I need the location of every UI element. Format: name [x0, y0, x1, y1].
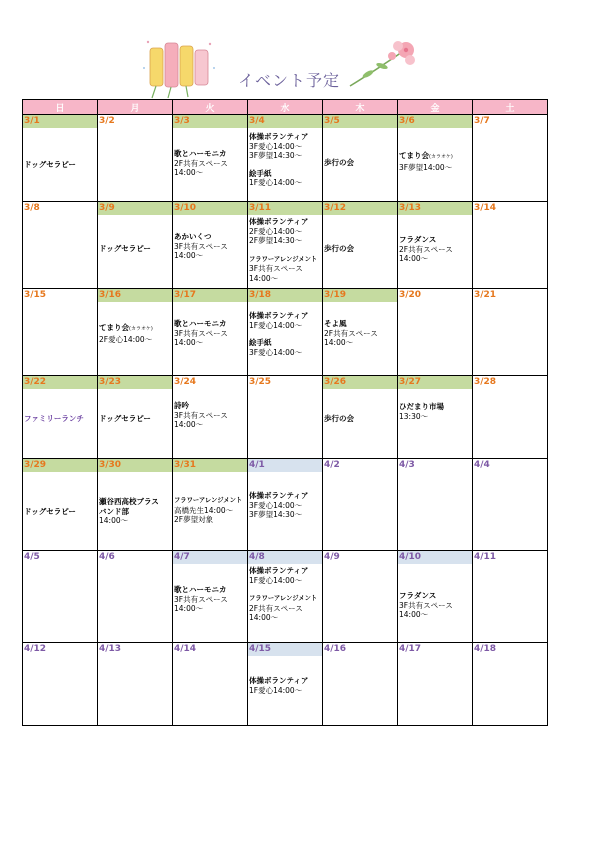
event-detail: 14:00～: [99, 516, 129, 525]
calendar-day-cell: [173, 643, 248, 726]
day-number: 4/2: [324, 460, 340, 470]
event-detail: 3F共有スペース: [174, 410, 228, 420]
day-number: 4/8: [248, 551, 322, 564]
day-number: 4/18: [474, 644, 497, 654]
calendar-day-cell: [398, 459, 473, 551]
day-number: 4/9: [324, 552, 340, 562]
event-detail: 14:00～: [174, 604, 204, 613]
event-detail: 3F共有スペース: [249, 264, 303, 273]
event-name: 歩行の会: [324, 414, 354, 423]
calendar-week-row: [23, 289, 548, 376]
event-detail: 3F愛心14:00～: [249, 141, 303, 151]
day-number: 4/13: [99, 644, 122, 654]
day-number: 4/6: [99, 552, 115, 562]
event-info: [324, 244, 396, 254]
event-detail: 2F愛心14:00～: [249, 226, 303, 236]
calendar-day-cell: [473, 115, 548, 202]
day-number: 3/22: [23, 376, 97, 389]
calendar-day-cell: [248, 459, 323, 551]
calendar-day-cell: [473, 643, 548, 726]
event-detail: 14:00～: [174, 338, 204, 347]
calendar-day-cell: [473, 289, 548, 376]
event-info: [174, 585, 246, 614]
event-info: [174, 232, 246, 261]
calendar-day-cell: [398, 115, 473, 202]
event-detail: 1F愛心14:00～: [249, 685, 303, 695]
day-number: 3/27: [398, 376, 472, 389]
calendar-day-cell: [473, 459, 548, 551]
day-number: 3/15: [24, 290, 47, 300]
calendar-day-cell: [23, 551, 98, 643]
event-name: ドッグセラピー: [24, 160, 76, 169]
event-name: ファミリーランチ: [24, 414, 84, 423]
calendar-day-cell: [248, 202, 323, 289]
day-number: 3/6: [398, 115, 472, 128]
day-number: 4/1: [248, 459, 322, 472]
day-number: 4/4: [474, 460, 490, 470]
weekday-fri: 金: [398, 100, 473, 115]
day-number: 3/4: [248, 115, 322, 128]
event-name: ひだまり市場: [399, 402, 444, 411]
event-name: 歌とハーモニカ: [174, 585, 227, 594]
event-detail: 1F愛心14:00～: [249, 178, 303, 187]
day-number: 3/12: [323, 202, 397, 215]
event-name: 絵手紙: [249, 168, 272, 178]
calendar-day-cell: [248, 643, 323, 726]
day-number: 3/14: [474, 203, 497, 213]
calendar-day-cell: [173, 459, 248, 551]
calendar-day-cell: [98, 376, 173, 459]
calendar-day-cell: [473, 202, 548, 289]
day-number: 3/10: [173, 202, 247, 215]
event-info: [249, 217, 321, 283]
calendar-day-cell: [23, 202, 98, 289]
event-name: ドッグセラピー: [99, 414, 151, 423]
event-name: 体操ボランティア: [249, 676, 309, 685]
event-detail: 14:00～: [174, 251, 204, 260]
event-detail: 3F共有スペース: [174, 328, 228, 338]
calendar-day-cell: [248, 376, 323, 459]
calendar-week-row: [23, 115, 548, 202]
calendar-day-cell: [398, 376, 473, 459]
event-detail: 14:00～: [399, 610, 429, 619]
day-number: 3/5: [323, 115, 397, 128]
day-number: 3/29: [23, 459, 97, 472]
calendar-day-cell: [23, 643, 98, 726]
event-info: [324, 414, 396, 424]
event-info: [174, 319, 246, 348]
calendar-day-cell: [323, 202, 398, 289]
event-info: [99, 244, 171, 254]
event-name: フラダンス: [399, 235, 437, 244]
weekday-wed: 水: [248, 100, 323, 115]
event-detail: 2F夢望14:30～: [249, 236, 303, 245]
event-calendar: [22, 99, 548, 726]
event-name: てまり会(カラオケ): [399, 151, 453, 160]
day-number: 3/26: [323, 376, 397, 389]
event-name: フラワーアレンジメント: [249, 595, 318, 602]
event-name: 歌とハーモニカ: [174, 149, 227, 158]
event-detail: 14:00～: [174, 168, 204, 177]
event-detail: 14:00～: [324, 338, 354, 347]
flower-branch-illustration: [346, 40, 418, 92]
day-number: 3/31: [173, 459, 247, 472]
day-number: 3/8: [24, 203, 40, 213]
calendar-day-cell: [173, 289, 248, 376]
event-note: (カラオケ): [129, 326, 153, 332]
event-name: てまり会(カラオケ): [99, 323, 153, 332]
day-number: 4/12: [24, 644, 47, 654]
event-name: 詩吟: [174, 401, 189, 410]
event-info: [174, 495, 246, 525]
calendar-day-cell: [323, 115, 398, 202]
day-number: 3/18: [248, 289, 322, 302]
event-info: [174, 149, 246, 178]
event-info: [399, 151, 471, 172]
calendar-day-cell: [98, 202, 173, 289]
day-number: 4/7: [173, 551, 247, 564]
event-info: [324, 158, 396, 168]
event-detail: 3F愛心14:00～: [249, 347, 303, 357]
event-detail: 3F夢望14:00～: [399, 162, 453, 172]
weekday-tue: 火: [173, 100, 248, 115]
event-detail: 1F愛心14:00～: [249, 575, 303, 585]
day-number: 3/16: [98, 289, 172, 302]
calendar-week-row: [23, 459, 548, 551]
event-name: フラワーアレンジメント: [249, 255, 318, 263]
event-info: [99, 497, 171, 526]
calendar-week-row: [23, 551, 548, 643]
calendar-day-cell: [248, 289, 323, 376]
calendar-week-row: [23, 202, 548, 289]
event-info: [249, 566, 321, 623]
event-info: [249, 311, 321, 357]
event-detail: 14:00～: [399, 254, 429, 263]
event-detail: 2F共有スペース: [174, 158, 228, 168]
day-number: 3/7: [474, 116, 490, 126]
decorative-lantern-illustration: [140, 38, 220, 100]
calendar-day-cell: [248, 115, 323, 202]
event-detail: 2F共有スペース: [324, 328, 378, 338]
day-number: 3/2: [99, 116, 115, 126]
weekday-header-row: [23, 100, 548, 115]
event-detail: 2F共有スペース: [249, 603, 303, 613]
event-name: バンド部: [99, 506, 129, 516]
event-name: 体操ボランティア: [249, 217, 309, 226]
event-name: ドッグセラピー: [24, 507, 76, 516]
calendar-day-cell: [173, 551, 248, 643]
day-number: 3/9: [98, 202, 172, 215]
event-name: あかいくつ: [174, 232, 212, 241]
day-number: 3/11: [248, 202, 322, 215]
event-info: [399, 402, 471, 421]
day-number: 4/17: [399, 644, 422, 654]
weekday-sun: 日: [23, 100, 98, 115]
event-name: そよ風: [324, 319, 347, 328]
calendar-week-row: [23, 643, 548, 726]
calendar-day-cell: [323, 289, 398, 376]
day-number: 4/5: [24, 552, 40, 562]
calendar-day-cell: [98, 459, 173, 551]
day-number: 4/10: [398, 551, 472, 564]
event-info: [249, 676, 321, 695]
event-detail: 3F夢望14:30～: [249, 151, 303, 160]
event-info: [99, 414, 171, 424]
day-number: 4/15: [248, 643, 322, 656]
day-number: 3/20: [399, 290, 422, 300]
calendar-day-cell: [398, 551, 473, 643]
event-detail: 14:00～: [174, 420, 204, 429]
event-detail: 14:00～: [249, 273, 279, 283]
calendar-day-cell: [98, 643, 173, 726]
event-info: [174, 401, 246, 430]
event-detail: 1F愛心14:00～: [249, 320, 303, 330]
event-detail: 14:00～: [249, 613, 279, 622]
event-name: 絵手紙: [249, 338, 272, 347]
day-number: 3/28: [474, 377, 497, 387]
day-number: 4/3: [399, 460, 415, 470]
day-number: 3/21: [474, 290, 497, 300]
event-detail: 3F愛心14:00～: [249, 500, 303, 510]
calendar-day-cell: [98, 289, 173, 376]
weekday-thu: 木: [323, 100, 398, 115]
event-info: [24, 507, 96, 517]
event-name: 体操ボランティア: [249, 566, 309, 575]
calendar-day-cell: [323, 376, 398, 459]
day-number: 3/25: [249, 377, 272, 387]
calendar-day-cell: [23, 459, 98, 551]
event-detail: 3F共有スペース: [399, 600, 453, 610]
event-info: [24, 160, 96, 170]
day-number: 4/11: [474, 552, 497, 562]
event-name: フラワーアレンジメント: [174, 497, 243, 504]
event-info: [324, 319, 396, 348]
event-detail: 3F夢望14:30～: [249, 510, 303, 519]
calendar-day-cell: [173, 376, 248, 459]
calendar-day-cell: [248, 551, 323, 643]
event-info: [399, 591, 471, 620]
day-number: 3/23: [98, 376, 172, 389]
calendar-day-cell: [473, 551, 548, 643]
event-name: 体操ボランティア: [249, 491, 309, 500]
day-number: 3/24: [174, 377, 197, 387]
event-info: [249, 491, 321, 520]
day-number: 3/13: [398, 202, 472, 215]
calendar-day-cell: [173, 115, 248, 202]
calendar-week-row: [23, 376, 548, 459]
weekday-mon: 月: [98, 100, 173, 115]
event-name: ドッグセラピー: [99, 244, 151, 253]
event-detail: 2F共有スペース: [399, 244, 453, 254]
event-name: 体操ボランティア: [249, 132, 309, 141]
day-number: 3/1: [23, 115, 97, 128]
event-name: 歌とハーモニカ: [174, 319, 227, 328]
event-name: 歩行の会: [324, 158, 354, 167]
calendar-day-cell: [98, 551, 173, 643]
event-info: [249, 132, 321, 188]
weekday-sat: 土: [473, 100, 548, 115]
event-name: 歩行の会: [324, 244, 354, 253]
calendar-day-cell: [173, 202, 248, 289]
day-number: 4/16: [324, 644, 347, 654]
calendar-day-cell: [23, 115, 98, 202]
event-info: [399, 235, 471, 264]
event-detail: 2F夢望対象: [174, 515, 214, 524]
event-name: 瀬谷西高校ブラス: [99, 497, 159, 506]
calendar-day-cell: [473, 376, 548, 459]
event-info: [99, 323, 171, 344]
event-name: フラダンス: [399, 591, 437, 600]
event-name: 体操ボランティア: [249, 311, 309, 320]
calendar-day-cell: [98, 115, 173, 202]
calendar-day-cell: [23, 289, 98, 376]
calendar-day-cell: [23, 376, 98, 459]
event-detail: 高橋先生14:00～: [174, 505, 234, 515]
calendar-day-cell: [398, 202, 473, 289]
calendar-day-cell: [323, 459, 398, 551]
calendar-day-cell: [323, 643, 398, 726]
event-note: (カラオケ): [429, 154, 453, 160]
calendar-day-cell: [398, 289, 473, 376]
day-number: 4/14: [174, 644, 197, 654]
calendar-day-cell: [323, 551, 398, 643]
event-detail: 2F愛心14:00～: [99, 334, 153, 344]
page-title: イベント予定: [238, 71, 341, 90]
event-detail: 3F共有スペース: [174, 241, 228, 251]
day-number: 3/19: [323, 289, 397, 302]
event-info: [24, 414, 96, 424]
event-detail: 13:30～: [399, 411, 429, 421]
event-detail: 3F共有スペース: [174, 594, 228, 604]
day-number: 3/30: [98, 459, 172, 472]
calendar-day-cell: [398, 643, 473, 726]
day-number: 3/17: [173, 289, 247, 302]
day-number: 3/3: [173, 115, 247, 128]
